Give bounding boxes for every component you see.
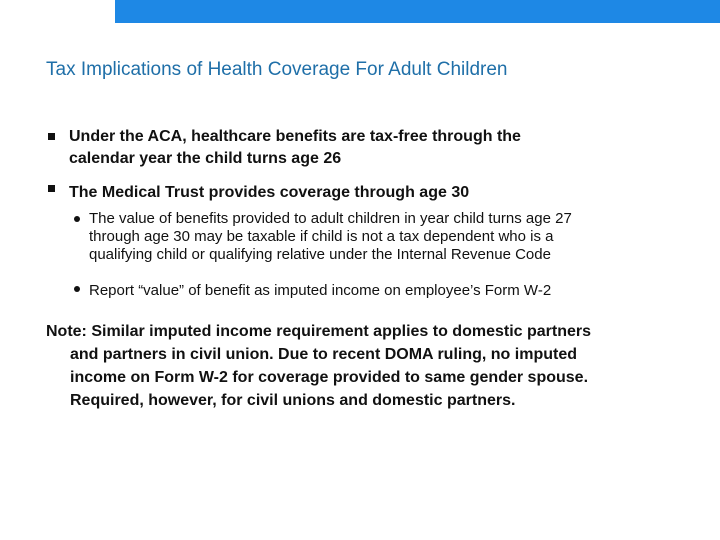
sub-bullet-line: through age 30 may be taxable if child is not a tax dependent who is a bbox=[89, 228, 554, 245]
note-line: and partners in civil union. Due to recent DOMA ruling, no imputed bbox=[70, 346, 577, 363]
note-paragraph bbox=[46, 320, 710, 412]
sub-bullet-line: The value of benefits provided to adult children in year child turns age 27 bbox=[89, 210, 572, 227]
note-line: Required, however, for civil unions and domestic partners. bbox=[70, 392, 516, 409]
bullet-line: Under the ACA, healthcare benefits are tax-free through the bbox=[69, 128, 521, 145]
bullet-text bbox=[69, 182, 469, 204]
bullet-line: calendar year the child turns age 26 bbox=[69, 150, 342, 167]
slide-title: Tax Implications of Health Coverage For Adult Children bbox=[46, 59, 508, 80]
note-line: Note: Similar imputed income requirement applies to domestic partners bbox=[46, 323, 592, 340]
sub-bullet-line: Report “value” of benefit as imputed income on employee’s Form W-2 bbox=[89, 282, 552, 299]
bullet-medical-trust-coverage bbox=[46, 178, 696, 202]
top-accent-bar bbox=[115, 0, 720, 23]
note-line: income on Form W-2 for coverage provided to same gender spouse. bbox=[70, 369, 589, 386]
dot-bullet-icon bbox=[74, 216, 80, 222]
sub-bullet-line: qualifying child or qualifying relative under the Internal Revenue Code bbox=[89, 246, 551, 263]
bullet-line: The Medical Trust provides coverage through age 30 bbox=[69, 184, 470, 201]
sub-bullet-report-value bbox=[70, 280, 710, 300]
dot-bullet-icon bbox=[74, 286, 80, 292]
square-bullet-icon bbox=[48, 133, 55, 140]
square-bullet-icon bbox=[48, 185, 55, 192]
bullet-aca-tax-free bbox=[46, 126, 696, 170]
sub-bullet-text bbox=[89, 282, 551, 300]
sub-bullet-taxable-value bbox=[70, 210, 710, 268]
bullet-text bbox=[69, 126, 521, 170]
sub-bullet-text bbox=[89, 210, 572, 264]
